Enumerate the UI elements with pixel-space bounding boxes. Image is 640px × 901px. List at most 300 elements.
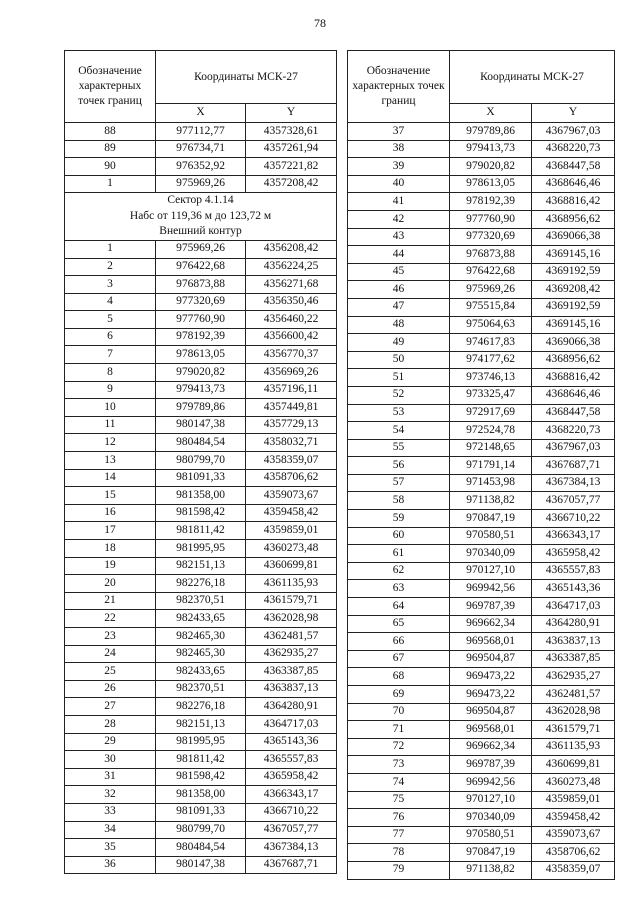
table-row — [348, 474, 615, 492]
table-row — [65, 663, 337, 681]
x-value-cell: 970580,51 — [450, 527, 532, 545]
y-column-header: Y — [246, 104, 337, 123]
coordinates-header: Координаты МСК-27 — [450, 51, 615, 104]
y-value-cell: 4359859,01 — [246, 522, 337, 540]
y-value-cell: 4363387,85 — [246, 663, 337, 681]
x-value-cell: 981598,42 — [156, 504, 246, 522]
table-row — [348, 334, 615, 352]
table-row — [65, 504, 337, 522]
y-value-cell: 4365143,36 — [532, 580, 615, 598]
table-row — [65, 140, 337, 158]
table-row — [65, 469, 337, 487]
table-row — [65, 487, 337, 505]
point-id-cell: 68 — [348, 668, 450, 686]
coordinates-header: Координаты МСК-27 — [156, 51, 337, 104]
table-row — [348, 668, 615, 686]
x-value-cell: 980799,70 — [156, 452, 246, 470]
point-id-cell: 52 — [348, 386, 450, 404]
y-value-cell: 4357196,11 — [246, 381, 337, 399]
x-value-cell: 976734,71 — [156, 140, 246, 158]
point-id-cell: 23 — [65, 627, 156, 645]
x-value-cell: 976352,92 — [156, 158, 246, 176]
x-value-cell: 978613,05 — [450, 175, 532, 193]
table-row — [348, 492, 615, 510]
x-value-cell: 982151,13 — [156, 715, 246, 733]
y-value-cell: 4365557,83 — [246, 751, 337, 769]
y-value-cell: 4369192,59 — [532, 298, 615, 316]
x-value-cell: 979020,82 — [156, 364, 246, 382]
y-value-cell: 4358706,62 — [532, 844, 615, 862]
point-id-cell: 5 — [65, 311, 156, 329]
y-value-cell: 4367384,13 — [532, 474, 615, 492]
y-value-cell: 4366710,22 — [532, 510, 615, 528]
point-id-cell: 66 — [348, 633, 450, 651]
table-row — [65, 276, 337, 294]
point-id-cell: 31 — [65, 768, 156, 786]
table-row — [348, 545, 615, 563]
point-id-cell: 64 — [348, 598, 450, 616]
point-id-cell: 89 — [65, 140, 156, 158]
x-value-cell: 982276,18 — [156, 575, 246, 593]
point-id-cell: 75 — [348, 791, 450, 809]
x-value-cell: 981811,42 — [156, 751, 246, 769]
x-value-cell: 982276,18 — [156, 698, 246, 716]
x-value-cell: 982433,65 — [156, 663, 246, 681]
table-row — [348, 246, 615, 264]
point-id-cell: 15 — [65, 487, 156, 505]
point-id-cell: 70 — [348, 703, 450, 721]
x-value-cell: 976873,88 — [450, 246, 532, 264]
y-column-header: Y — [532, 104, 615, 123]
point-id-cell: 65 — [348, 615, 450, 633]
y-value-cell: 4364280,91 — [532, 615, 615, 633]
x-value-cell: 971138,82 — [450, 861, 532, 879]
point-id-cell: 11 — [65, 416, 156, 434]
y-value-cell: 4359458,42 — [532, 809, 615, 827]
point-id-cell: 8 — [65, 364, 156, 382]
point-id-cell: 57 — [348, 474, 450, 492]
x-value-cell: 969568,01 — [450, 633, 532, 651]
x-value-cell: 982370,51 — [156, 680, 246, 698]
point-id-cell: 54 — [348, 422, 450, 440]
x-value-cell: 969942,56 — [450, 773, 532, 791]
point-id-cell: 30 — [65, 751, 156, 769]
y-value-cell: 4369192,59 — [532, 263, 615, 281]
table-row — [65, 627, 337, 645]
x-value-cell: 979789,86 — [450, 123, 532, 141]
sector-title: Сектор 4.1.14 — [167, 194, 234, 207]
point-id-cell: 14 — [65, 469, 156, 487]
table-row — [65, 175, 337, 193]
table-row — [348, 422, 615, 440]
y-value-cell: 4356600,42 — [246, 328, 337, 346]
point-id-cell: 69 — [348, 686, 450, 704]
contour-label: Внешний контур — [159, 225, 242, 238]
designation-header: Обозначение характерных точек границ — [348, 51, 450, 123]
table-row — [65, 698, 337, 716]
x-value-cell: 977760,90 — [156, 311, 246, 329]
table-row — [348, 598, 615, 616]
point-id-cell: 45 — [348, 263, 450, 281]
x-value-cell: 970127,10 — [450, 791, 532, 809]
page-number: 78 — [314, 16, 326, 30]
x-value-cell: 969787,39 — [450, 756, 532, 774]
point-id-cell: 56 — [348, 457, 450, 475]
x-value-cell: 981598,42 — [156, 768, 246, 786]
point-id-cell: 79 — [348, 861, 450, 879]
y-value-cell: 4366343,17 — [246, 786, 337, 804]
table-row — [348, 562, 615, 580]
table-row — [348, 210, 615, 228]
x-value-cell: 972917,69 — [450, 404, 532, 422]
y-value-cell: 4360699,81 — [246, 557, 337, 575]
point-id-cell: 21 — [65, 592, 156, 610]
y-value-cell: 4363387,85 — [532, 650, 615, 668]
y-value-cell: 4356350,46 — [246, 293, 337, 311]
y-value-cell: 4369145,16 — [532, 246, 615, 264]
y-value-cell: 4361135,93 — [532, 738, 615, 756]
x-column-header: X — [156, 104, 246, 123]
x-value-cell: 969662,34 — [450, 615, 532, 633]
y-value-cell: 4368816,42 — [532, 193, 615, 211]
x-value-cell: 977320,69 — [450, 228, 532, 246]
y-value-cell: 4369066,38 — [532, 228, 615, 246]
point-id-cell: 33 — [65, 803, 156, 821]
y-value-cell: 4362481,57 — [246, 627, 337, 645]
point-id-cell: 37 — [348, 123, 450, 141]
point-id-cell: 26 — [65, 680, 156, 698]
table-row — [65, 557, 337, 575]
coordinates-table-right — [347, 50, 615, 880]
y-value-cell: 4365958,42 — [246, 768, 337, 786]
point-id-cell: 13 — [65, 452, 156, 470]
table-row — [348, 773, 615, 791]
y-value-cell: 4357221,82 — [246, 158, 337, 176]
point-id-cell: 27 — [65, 698, 156, 716]
y-value-cell: 4363837,13 — [246, 680, 337, 698]
table-row — [348, 615, 615, 633]
point-id-cell: 29 — [65, 733, 156, 751]
table-row — [348, 580, 615, 598]
x-value-cell: 970340,09 — [450, 545, 532, 563]
point-id-cell: 2 — [65, 258, 156, 276]
x-value-cell: 979789,86 — [156, 399, 246, 417]
point-id-cell: 28 — [65, 715, 156, 733]
left-rows-after — [65, 240, 337, 873]
table-row — [65, 786, 337, 804]
x-value-cell: 972524,78 — [450, 422, 532, 440]
x-value-cell: 970340,09 — [450, 809, 532, 827]
table-row — [348, 809, 615, 827]
x-value-cell: 980799,70 — [156, 821, 246, 839]
y-value-cell: 4362481,57 — [532, 686, 615, 704]
point-id-cell: 32 — [65, 786, 156, 804]
point-id-cell: 71 — [348, 721, 450, 739]
x-value-cell: 973746,13 — [450, 369, 532, 387]
point-id-cell: 25 — [65, 663, 156, 681]
x-column-header: X — [450, 104, 532, 123]
point-id-cell: 62 — [348, 562, 450, 580]
point-id-cell: 72 — [348, 738, 450, 756]
y-value-cell: 4361579,71 — [246, 592, 337, 610]
x-value-cell: 976422,68 — [156, 258, 246, 276]
point-id-cell: 12 — [65, 434, 156, 452]
table-row — [348, 351, 615, 369]
y-value-cell: 4360273,48 — [246, 540, 337, 558]
table-row — [348, 703, 615, 721]
x-value-cell: 975064,63 — [450, 316, 532, 334]
x-value-cell: 981811,42 — [156, 522, 246, 540]
table-row — [65, 158, 337, 176]
y-value-cell: 4367687,71 — [246, 856, 337, 874]
table-row — [348, 721, 615, 739]
table-row — [65, 522, 337, 540]
table-row — [348, 457, 615, 475]
x-value-cell: 982370,51 — [156, 592, 246, 610]
x-value-cell: 982465,30 — [156, 627, 246, 645]
point-id-cell: 4 — [65, 293, 156, 311]
table-row — [65, 856, 337, 874]
y-value-cell: 4368447,58 — [532, 158, 615, 176]
x-value-cell: 970847,19 — [450, 510, 532, 528]
y-value-cell: 4364717,03 — [246, 715, 337, 733]
point-id-cell: 7 — [65, 346, 156, 364]
sector-header-cell — [65, 193, 337, 241]
x-value-cell: 970580,51 — [450, 826, 532, 844]
x-value-cell: 971138,82 — [450, 492, 532, 510]
x-value-cell: 982151,13 — [156, 557, 246, 575]
y-value-cell: 4358706,62 — [246, 469, 337, 487]
point-id-cell: 76 — [348, 809, 450, 827]
y-value-cell: 4369066,38 — [532, 334, 615, 352]
y-value-cell: 4367057,77 — [246, 821, 337, 839]
y-value-cell: 4368956,62 — [532, 351, 615, 369]
point-id-cell: 51 — [348, 369, 450, 387]
table-row — [65, 610, 337, 628]
x-value-cell: 976873,88 — [156, 276, 246, 294]
y-value-cell: 4365143,36 — [246, 733, 337, 751]
point-id-cell: 59 — [348, 510, 450, 528]
x-value-cell: 979413,73 — [156, 381, 246, 399]
y-value-cell: 4368956,62 — [532, 210, 615, 228]
table-row — [65, 715, 337, 733]
x-value-cell: 969504,87 — [450, 650, 532, 668]
x-value-cell: 981358,00 — [156, 487, 246, 505]
point-id-cell: 1 — [65, 240, 156, 258]
point-id-cell: 47 — [348, 298, 450, 316]
point-id-cell: 35 — [65, 839, 156, 857]
table-row — [348, 316, 615, 334]
x-value-cell: 970127,10 — [450, 562, 532, 580]
point-id-cell: 55 — [348, 439, 450, 457]
y-value-cell: 4368447,58 — [532, 404, 615, 422]
y-value-cell: 4357449,81 — [246, 399, 337, 417]
x-value-cell: 974177,62 — [450, 351, 532, 369]
point-id-cell: 20 — [65, 575, 156, 593]
x-value-cell: 969568,01 — [450, 721, 532, 739]
right-rows — [348, 123, 615, 880]
table-row — [65, 346, 337, 364]
y-value-cell: 4357328,61 — [246, 123, 337, 141]
x-value-cell: 982465,30 — [156, 645, 246, 663]
point-id-cell: 24 — [65, 645, 156, 663]
y-value-cell: 4365958,42 — [532, 545, 615, 563]
point-id-cell: 38 — [348, 140, 450, 158]
y-value-cell: 4367057,77 — [532, 492, 615, 510]
table-row — [65, 803, 337, 821]
y-value-cell: 4364717,03 — [532, 598, 615, 616]
point-id-cell: 63 — [348, 580, 450, 598]
table-row — [348, 158, 615, 176]
point-id-cell: 40 — [348, 175, 450, 193]
y-value-cell: 4360699,81 — [532, 756, 615, 774]
table-row — [65, 540, 337, 558]
point-id-cell: 60 — [348, 527, 450, 545]
point-id-cell: 18 — [65, 540, 156, 558]
table-row — [65, 258, 337, 276]
y-value-cell: 4356770,37 — [246, 346, 337, 364]
table-row — [348, 861, 615, 879]
table-row — [348, 844, 615, 862]
x-value-cell: 977760,90 — [450, 210, 532, 228]
y-value-cell: 4367384,13 — [246, 839, 337, 857]
table-row — [65, 328, 337, 346]
x-value-cell: 978613,05 — [156, 346, 246, 364]
y-value-cell: 4367967,03 — [532, 123, 615, 141]
y-value-cell: 4368816,42 — [532, 369, 615, 387]
y-value-cell: 4356224,25 — [246, 258, 337, 276]
sector-subtitle: Набс от 119,36 м до 123,72 м — [129, 209, 272, 222]
point-id-cell: 42 — [348, 210, 450, 228]
y-value-cell: 4356271,68 — [246, 276, 337, 294]
x-value-cell: 969504,87 — [450, 703, 532, 721]
point-id-cell: 3 — [65, 276, 156, 294]
y-value-cell: 4362935,27 — [532, 668, 615, 686]
y-value-cell: 4356969,26 — [246, 364, 337, 382]
point-id-cell: 61 — [348, 545, 450, 563]
x-value-cell: 980147,38 — [156, 856, 246, 874]
y-value-cell: 4368646,46 — [532, 386, 615, 404]
point-id-cell: 73 — [348, 756, 450, 774]
x-value-cell: 972148,65 — [450, 439, 532, 457]
y-value-cell: 4358032,71 — [246, 434, 337, 452]
table-row — [65, 364, 337, 382]
x-value-cell: 975515,84 — [450, 298, 532, 316]
table-row — [65, 434, 337, 452]
left-rows-before — [65, 123, 337, 193]
table-row — [348, 650, 615, 668]
point-id-cell: 34 — [65, 821, 156, 839]
x-value-cell: 975969,26 — [156, 240, 246, 258]
y-value-cell: 4362028,98 — [532, 703, 615, 721]
table-row — [348, 510, 615, 528]
x-value-cell: 970847,19 — [450, 844, 532, 862]
x-value-cell: 975969,26 — [156, 175, 246, 193]
y-value-cell: 4368646,46 — [532, 175, 615, 193]
y-value-cell: 4361579,71 — [532, 721, 615, 739]
y-value-cell: 4368220,73 — [532, 422, 615, 440]
point-id-cell: 9 — [65, 381, 156, 399]
table-row — [65, 452, 337, 470]
x-value-cell: 974617,83 — [450, 334, 532, 352]
point-id-cell: 53 — [348, 404, 450, 422]
point-id-cell: 77 — [348, 826, 450, 844]
point-id-cell: 1 — [65, 175, 156, 193]
y-value-cell: 4364280,91 — [246, 698, 337, 716]
y-value-cell: 4368220,73 — [532, 140, 615, 158]
y-value-cell: 4361135,93 — [246, 575, 337, 593]
table-row — [65, 821, 337, 839]
table-row — [65, 416, 337, 434]
x-value-cell: 977112,77 — [156, 123, 246, 141]
point-id-cell: 48 — [348, 316, 450, 334]
y-value-cell: 4359859,01 — [532, 791, 615, 809]
x-value-cell: 971791,14 — [450, 457, 532, 475]
x-value-cell: 980484,54 — [156, 839, 246, 857]
point-id-cell: 44 — [348, 246, 450, 264]
table-row — [65, 751, 337, 769]
point-id-cell: 6 — [65, 328, 156, 346]
y-value-cell: 4365557,83 — [532, 562, 615, 580]
y-value-cell: 4367967,03 — [532, 439, 615, 457]
table-row — [65, 240, 337, 258]
x-value-cell: 969473,22 — [450, 686, 532, 704]
x-value-cell: 978192,39 — [450, 193, 532, 211]
table-row — [65, 123, 337, 141]
x-value-cell: 971453,98 — [450, 474, 532, 492]
table-row — [348, 439, 615, 457]
point-id-cell: 90 — [65, 158, 156, 176]
table-row — [348, 281, 615, 299]
point-id-cell: 67 — [348, 650, 450, 668]
y-value-cell: 4358359,07 — [532, 861, 615, 879]
table-row — [348, 633, 615, 651]
table-row — [65, 680, 337, 698]
designation-header: Обозначение характерных точек границ — [65, 51, 156, 123]
table-row — [348, 756, 615, 774]
table-row — [348, 193, 615, 211]
coordinates-table-left — [64, 50, 337, 874]
point-id-cell: 10 — [65, 399, 156, 417]
table-row — [348, 228, 615, 246]
table-row — [65, 645, 337, 663]
y-value-cell: 4358359,07 — [246, 452, 337, 470]
point-id-cell: 36 — [65, 856, 156, 874]
table-row — [65, 592, 337, 610]
point-id-cell: 22 — [65, 610, 156, 628]
point-id-cell: 50 — [348, 351, 450, 369]
x-value-cell: 969662,34 — [450, 738, 532, 756]
y-value-cell: 4366343,17 — [532, 527, 615, 545]
table-row — [65, 768, 337, 786]
table-row — [65, 381, 337, 399]
table-row — [348, 298, 615, 316]
point-id-cell: 41 — [348, 193, 450, 211]
y-value-cell: 4367687,71 — [532, 457, 615, 475]
table-row — [65, 311, 337, 329]
table-row — [348, 263, 615, 281]
y-value-cell: 4363837,13 — [532, 633, 615, 651]
point-id-cell: 78 — [348, 844, 450, 862]
table-row — [348, 140, 615, 158]
point-id-cell: 19 — [65, 557, 156, 575]
point-id-cell: 74 — [348, 773, 450, 791]
table-row — [65, 733, 337, 751]
x-value-cell: 969473,22 — [450, 668, 532, 686]
table-row — [65, 575, 337, 593]
table-row — [348, 386, 615, 404]
table-row — [348, 123, 615, 141]
